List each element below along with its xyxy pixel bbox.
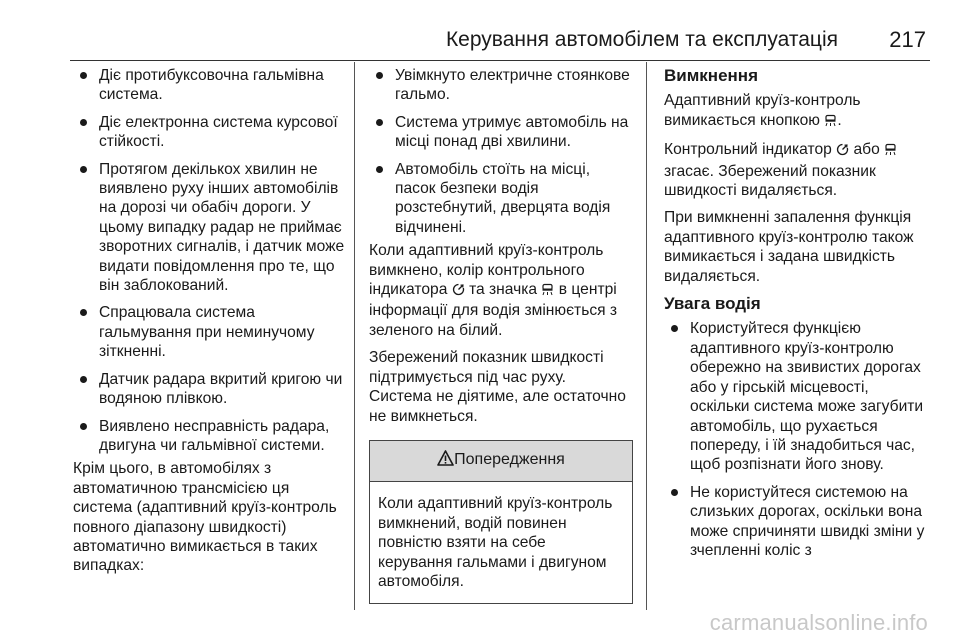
section-heading: Вимкнення [664, 66, 758, 85]
vehicle-ahead-icon [884, 142, 897, 161]
page-number: 217 [889, 27, 926, 52]
bullet-list [73, 66, 347, 455]
column-divider [354, 62, 355, 610]
list-item: Діє електронна система курсової стійкості. [73, 113, 347, 152]
list-item: Спрацювала система гальмування при неминучому зіткненні. [73, 303, 347, 361]
list-item: Виявлено несправність радара, двигуна чи гальмівної системи. [73, 417, 347, 456]
vehicle-ahead-icon [541, 282, 554, 301]
cruise-control-icon [836, 142, 849, 161]
warning-box [369, 440, 633, 604]
list-item: Увімкнуто електричне стоянкове гальмо. [369, 66, 633, 105]
column-left [73, 66, 347, 584]
paragraph: При вимкненні запалення функція адаптивного круїз-контролю також вимикається і задана швидкість видаляється. [664, 209, 914, 285]
warning-text: Коли адаптивний круїз-контроль вимкнений, водій повинен повністю взяти на себе керування гальмами і двигуном автомобіля. [378, 495, 613, 590]
warning-triangle-icon [437, 450, 454, 471]
column-divider [646, 62, 647, 610]
bullet-list [664, 319, 930, 560]
list-item: Система утримує автомобіль на місці понад дві хвилини. [369, 113, 633, 152]
warning-title: Попередження [454, 450, 565, 468]
column-middle [369, 66, 633, 604]
list-item: Автомобіль стоїть на місці, пасок безпеки водія розстебнутий, дверцята водія відчинені. [369, 160, 633, 238]
watermark: carmanualsonline.info [709, 610, 928, 635]
page-title: Керування автомобілем та експлуатація [445, 28, 838, 51]
section-heading: Увага водія [664, 294, 761, 314]
paragraph: Збережений показник швидкості підтримується під час руху. [369, 349, 604, 386]
column-right [664, 66, 930, 568]
paragraph: Коли адаптивний круїз-контроль вимкнено, колір контрольного індикатора та значка в центрі інформації для водія змінюється з зеленого на білий. [369, 242, 618, 339]
list-item: Датчик радара вкритий кригою чи водяною плівкою. [73, 370, 347, 409]
paragraph: Адаптивний круїз-контроль вимикається кнопкою . [664, 91, 930, 132]
vehicle-ahead-icon [824, 113, 837, 132]
list-item: Не користуйтеся системою на слизьких дорогах, оскільки вона може спричиняти швидкі зміни у зчепленні коліс з [664, 483, 930, 561]
page-header [70, 26, 930, 61]
list-item: Діє протибуксовочна гальмівна система. [73, 66, 347, 105]
bullet-list [369, 66, 633, 237]
warning-header [370, 441, 632, 482]
paragraph: Система не діятиме, але остаточно не вимкнеться. [369, 388, 626, 425]
list-item: Протягом декількох хвилин не виявлено руху інших автомобілів на дорозі чи обабіч дороги. У цьому випадку радар не приймає зворотних сигналів, і датчик може видати повідомлення про те, що він заблокований. [73, 160, 347, 296]
paragraph: Контрольний індикатор або згасає. Збережений показник швидкості видаляється. [664, 140, 930, 200]
list-item: Користуйтеся функцією адаптивного круїз-контролю обережно на звивистих дорогах або у гірській місцевості, оскільки система може загубити автомобіль, що рухається попереду, і їй знадобиться час, щоб розпізнати його знову. [664, 319, 930, 474]
cruise-control-icon [452, 282, 465, 301]
paragraph: Крім цього, в автомобілях з автоматичною трансмісією ця система (адаптивний круїз-контроль повного діапазону швидкості) автоматично вимикається в таких випадках: [73, 460, 337, 575]
